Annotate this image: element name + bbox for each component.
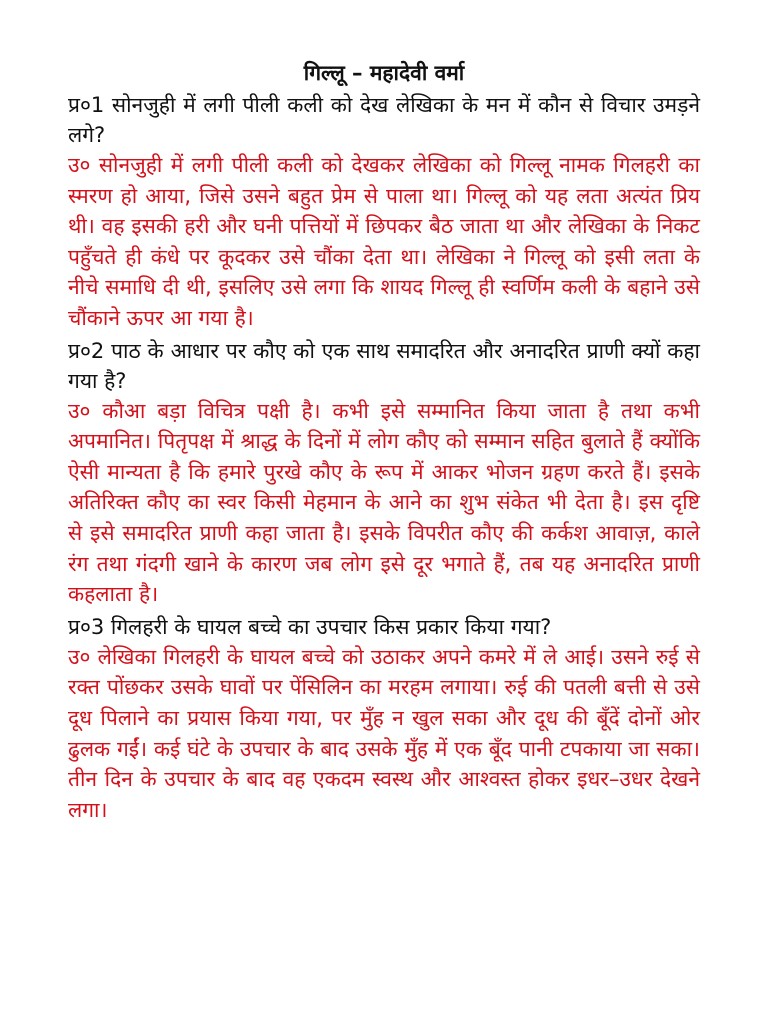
- qa-item-1: [68, 90, 700, 334]
- question-1: प्र०1 सोनजुही में लगी पीली कली को देख लेखिका के मन में कौन से विचार उमड़ने लगे?: [68, 93, 700, 147]
- question-3: प्र०3 गिलहरी के घायल बच्चे का उपचार किस प्रकार किया गया?: [68, 614, 552, 639]
- document-page: [68, 58, 700, 827]
- question-2: प्र०2 पाठ के आधार पर कौए को एक साथ समादरित और अनादरित प्राणी क्यों कहा गया है?: [68, 338, 700, 393]
- answer-3: उ० लेखिका गिलहरी के घायल बच्चे को उठाकर अपने कमरे में ले आई। उसने रुई से रक्त पोंछकर उसके घावों पर पेंसिलिन का मरहम लगाया। रुई की पतली बत्ती से उसे दूध पिलाने का प्रयास किया गया, पर मुँह न खुल सका और दूध की बूँदें दोनों ओर ढुलक गईं। कई घंटे के उपचार के बाद उसके मुँह में एक बूँद पानी टपकाया जा सका। तीन दिन के उपचार के बाद वह एकदम स्वस्थ और आश्वस्त होकर इधर–उधर देखने लगा।: [68, 644, 700, 822]
- answer-1: उ० सोनजुही में लगी पीली कली को देखकर लेखिका को गिल्लू नामक गिलहरी का स्मरण हो आया, जिसे उसने बहुत प्रेम से पाला था। गिल्लू को यह लता अत्यंत प्रिय थी। वह इसकी हरी और घनी पत्तियों में छिपकर बैठ जाता था और लेखिका के निकट पहुँचते ही कंधे पर कूदकर उसे चौंका देता था। लेखिका ने गिल्लू को इसी लता के नीचे समाधि दी थी, इसलिए उसे लगा कि शायद गिल्लू ही स्वर्णिम कली के बहाने उसे चौंकाने ऊपर आ गया है।: [68, 153, 700, 330]
- qa-item-2: [68, 336, 700, 610]
- qa-item-3: [68, 612, 700, 826]
- page-title: गिल्लू – महादेवी वर्मा: [303, 61, 465, 85]
- answer-2: उ० कौआ बड़ा विचित्र पक्षी है। कभी इसे सम्मानित किया जाता है तथा कभी अपमानित। पितृपक्ष में श्राद्ध के दिनों में लोग कौए को सम्मान सहित बुलाते हैं क्योंकि ऐसी मान्यता है कि हमारे पुरखे कौए के रूप में आकर भोजन ग्रहण करते हैं। इसके अतिरिक्त कौए का स्वर किसी मेहमान के आने का शुभ संकेत भी देता है। इस दृष्टि से इसे समादरित प्राणी कहा जाता है। इसके विपरीत कौए की कर्कश आवाज़, काले रंग तथा गंदगी खाने के कारण जब लोग इसे दूर भगाते हैं, तब यह अनादरित प्राणी कहलाता है।: [68, 398, 700, 607]
